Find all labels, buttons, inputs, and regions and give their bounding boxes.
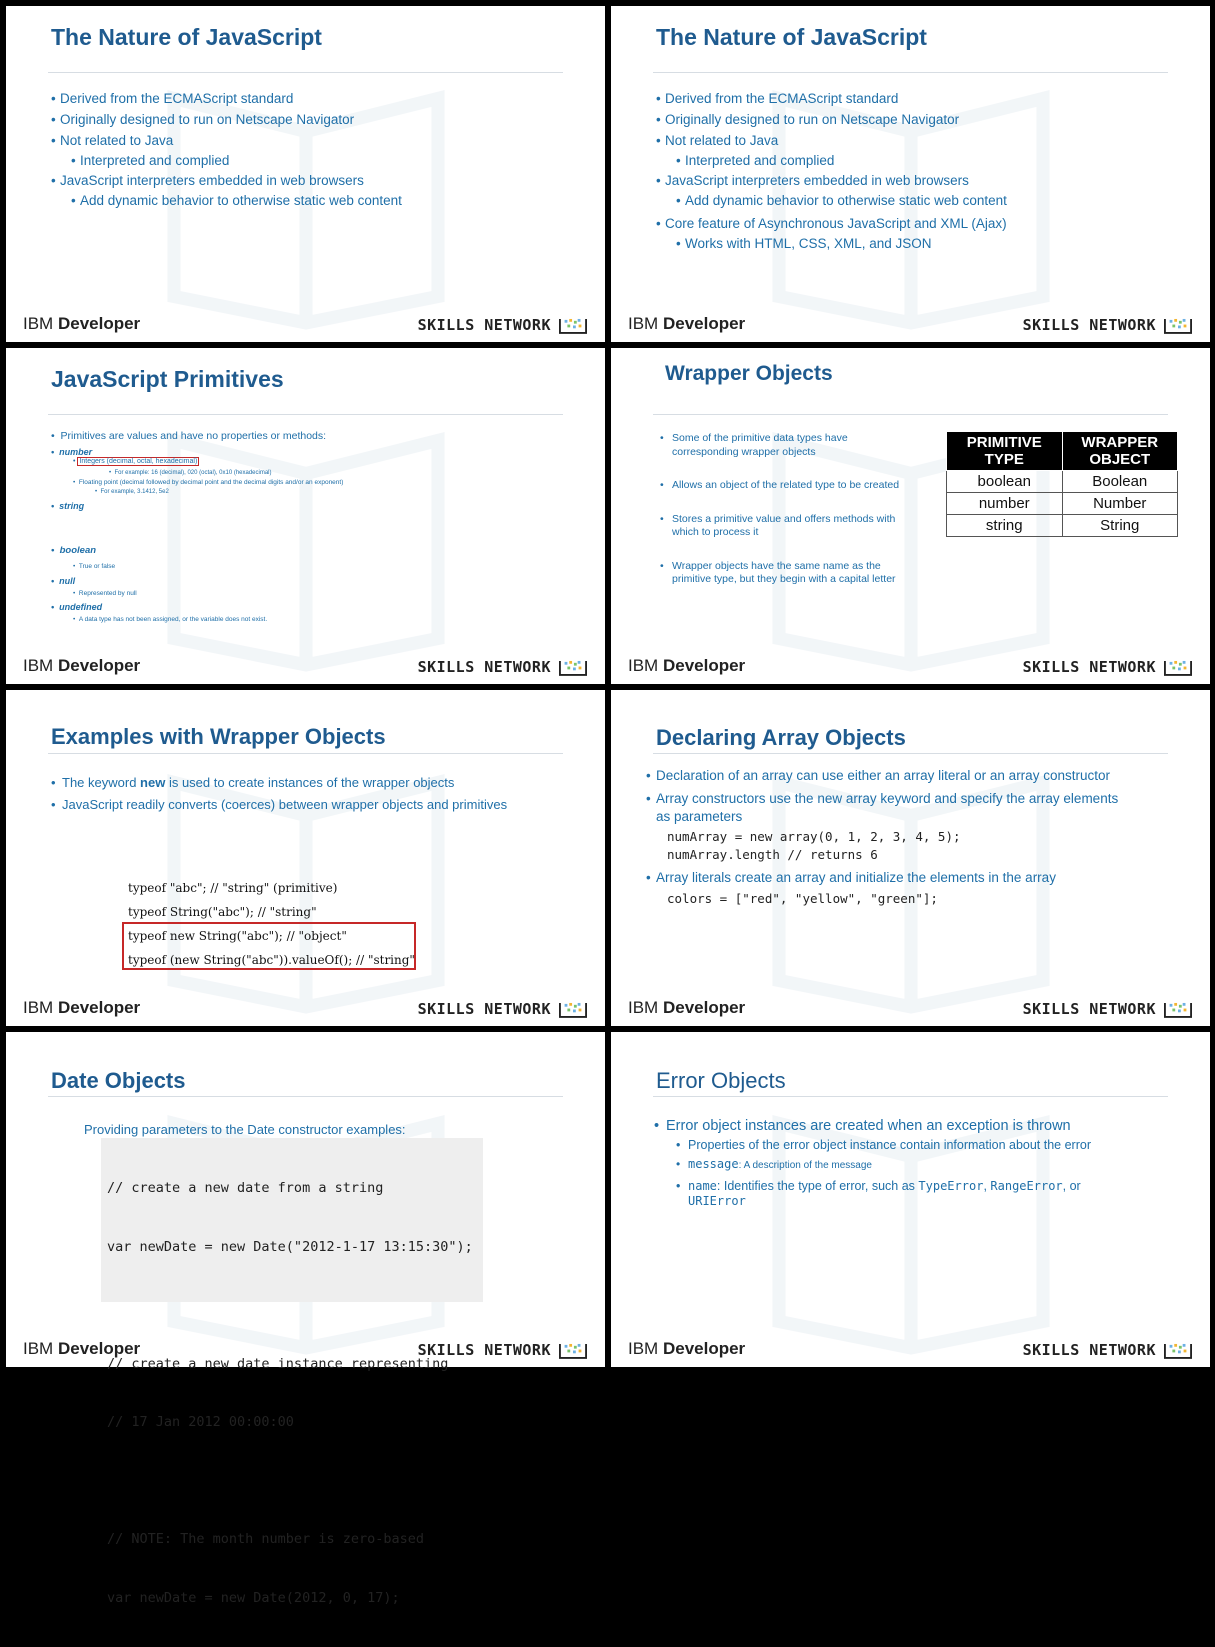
code-line: typeof (new String("abc")).valueOf(); // "string" xyxy=(128,953,415,967)
list-item: • Some of the primitive data types have corresponding wrapper objects xyxy=(660,432,910,459)
ibm-developer-logo: IBM Developer xyxy=(23,1339,141,1358)
book-icon xyxy=(559,317,587,334)
code-line: // NOTE: The month number is zero-based xyxy=(107,1531,424,1547)
code-line: // create a new date instance representing xyxy=(107,1355,449,1372)
book-icon xyxy=(1164,659,1192,676)
intro-text: Primitives are values and have no properties or methods: xyxy=(60,430,327,442)
name-property: name xyxy=(688,1179,717,1193)
skills-network-logo: SKILLS NETWORK xyxy=(418,658,587,676)
date-code xyxy=(107,1140,473,1647)
list-item: • JavaScript interpreters embedded in web browsers xyxy=(51,170,402,191)
code-line: var newDate = new Date(2012, 0, 17); xyxy=(107,1589,400,1606)
message-property: message xyxy=(688,1157,739,1171)
date-caption: Providing parameters to the Date constructor examples: xyxy=(84,1122,406,1137)
title-divider xyxy=(653,72,1168,73)
floating-example: For example, 3.1412, 5e2 xyxy=(100,489,169,495)
list-item: • Allows an object of the related type to be created xyxy=(660,479,910,493)
list-item: • The keyword new is used to create instances of the wrapper objects xyxy=(51,772,507,794)
slide-examples-wrapper-objects xyxy=(6,690,605,1026)
table-row: string String xyxy=(947,515,1178,537)
title-divider xyxy=(48,1096,563,1097)
list-item: • Error object instances are created when an exception is thrown xyxy=(654,1118,1071,1134)
table-header: WRAPPER OBJECT xyxy=(1062,432,1178,471)
code-line: colors = ["red", "yellow", "green"]; xyxy=(667,891,938,906)
typeof-examples-highlighted xyxy=(128,924,415,972)
title-divider xyxy=(48,72,563,73)
type-string: string xyxy=(59,501,85,511)
skills-network-logo: SKILLS NETWORK xyxy=(1023,1000,1192,1018)
list-item: • Core feature of Asynchronous JavaScript and XML (Ajax) xyxy=(656,213,1007,234)
book-icon xyxy=(559,659,587,676)
bullet-list xyxy=(51,772,507,816)
table-row: boolean Boolean xyxy=(947,471,1178,493)
list-item: • Add dynamic behavior to otherwise static web content xyxy=(676,191,1007,210)
book-icon xyxy=(1164,317,1192,334)
error-content xyxy=(654,1116,1154,1209)
slide-title: Wrapper Objects xyxy=(665,362,833,385)
integers-highlight: Integers (decimal, octal, hexadecimal) xyxy=(79,458,198,465)
list-item: • JavaScript interpreters embedded in web browsers xyxy=(656,170,1007,191)
bullet-list xyxy=(51,88,402,210)
ibm-developer-logo: IBM Developer xyxy=(628,314,746,333)
code-line: var newDate = new Date("2012-1-17 13:15:30"); xyxy=(107,1238,473,1255)
list-item: • Declaration of an array can use either an array literal or an array constructor xyxy=(646,768,1110,783)
list-item: • Interpreted and complied xyxy=(71,151,402,170)
bullet-list xyxy=(656,88,1007,253)
title-divider xyxy=(48,753,563,754)
code-line: typeof String("abc"); // "string" xyxy=(128,905,317,919)
slide-nature-of-javascript-2 xyxy=(611,6,1210,342)
slide-title: The Nature of JavaScript xyxy=(51,24,322,50)
list-item: • Works with HTML, CSS, XML, and JSON xyxy=(676,234,1007,253)
bullet-list xyxy=(660,432,910,587)
title-divider xyxy=(653,414,1168,415)
type-boolean: boolean xyxy=(59,545,97,556)
list-item: • Add dynamic behavior to otherwise static web content xyxy=(71,191,402,210)
list-item: • Not related to Java xyxy=(656,130,1007,151)
list-item: • Derived from the ECMAScript standard xyxy=(656,88,1007,109)
skills-network-logo: SKILLS NETWORK xyxy=(1023,316,1192,334)
wrapper-table xyxy=(946,431,1178,537)
code-line: typeof "abc"; // "string" (primitive) xyxy=(128,881,338,895)
skills-network-logo: SKILLS NETWORK xyxy=(1023,1341,1192,1359)
list-item: • Originally designed to run on Netscape Navigator xyxy=(656,109,1007,130)
code-line xyxy=(107,1296,473,1316)
skills-network-logo: SKILLS NETWORK xyxy=(418,1341,587,1359)
list-item: • Interpreted and complied xyxy=(676,151,1007,170)
slide-wrapper-objects xyxy=(611,348,1210,684)
list-item: • Wrapper objects have the same name as the primitive type, but they begin with a capital letter xyxy=(660,560,910,587)
slide-title: Examples with Wrapper Objects xyxy=(51,724,386,749)
ibm-developer-logo: IBM Developer xyxy=(23,998,141,1017)
slide-javascript-primitives: JavaScript Primitives • Primitives are values and have no properties or methods: • number • Integers (decimal, octal, hexadecimal) • For example: 16 (decimal), 020 (octal), 0x10 (hexadecimal) • Floating point (decimal followed by decimal point and the decimal digits and/or an exponent) • For example, 3.1412, 5e2 • string • boolean • True or false • null • Represented by null • undefined • A data type has not been assigned, or the variable does not exist. IBM Developer SKILLS NETWORK xyxy=(6,348,605,684)
book-watermark-icon xyxy=(141,373,471,673)
slide-nature-of-javascript-1 xyxy=(6,6,605,342)
slide-title: The Nature of JavaScript xyxy=(656,24,927,50)
skills-network-logo: SKILLS NETWORK xyxy=(418,316,587,334)
slide-date-objects xyxy=(6,1032,605,1606)
boolean-desc: True or false xyxy=(78,563,116,570)
list-item: • Not related to Java xyxy=(51,130,402,151)
code-line xyxy=(107,1472,473,1492)
undefined-desc: A data type has not been assigned, or the variable does not exist. xyxy=(78,616,268,623)
slide-title: Date Objects xyxy=(51,1068,186,1093)
book-icon xyxy=(1164,1342,1192,1359)
ibm-developer-logo: IBM Developer xyxy=(23,656,141,675)
code-line: numArray.length // returns 6 xyxy=(667,847,878,862)
slide-title: JavaScript Primitives xyxy=(51,366,284,392)
list-item: • Stores a primitive value and offers methods with which to process it xyxy=(660,513,910,540)
array-content xyxy=(646,767,1126,908)
book-icon xyxy=(559,1342,587,1359)
code-line: typeof new String("abc"); // "object" xyxy=(128,929,347,943)
slide-declaring-array-objects xyxy=(611,690,1210,1026)
book-icon xyxy=(559,1001,587,1018)
title-divider xyxy=(48,414,563,415)
type-number: number xyxy=(59,447,93,457)
skills-network-logo: SKILLS NETWORK xyxy=(1023,658,1192,676)
title-divider xyxy=(653,753,1168,754)
list-item: • Properties of the error object instance contain information about the error xyxy=(676,1138,1091,1152)
ibm-developer-logo: IBM Developer xyxy=(628,998,746,1017)
new-keyword: new xyxy=(140,775,166,790)
slide-title: Error Objects xyxy=(656,1068,786,1093)
table-row: number Number xyxy=(947,493,1178,515)
null-desc: Represented by null xyxy=(78,590,137,597)
type-null: null xyxy=(59,576,76,586)
typeof-examples xyxy=(128,876,337,924)
title-divider xyxy=(653,1096,1168,1097)
list-item: • Array literals create an array and initialize the elements in the array xyxy=(646,870,1056,885)
ibm-developer-logo: IBM Developer xyxy=(628,656,746,675)
slide-title: Declaring Array Objects xyxy=(656,725,906,750)
list-item: • Array constructors use the new array keyword and specify the array elements as parameters xyxy=(646,791,1119,824)
table-header: PRIMITIVE TYPE xyxy=(947,432,1063,471)
skills-network-logo: SKILLS NETWORK xyxy=(418,1000,587,1018)
list-item: • Originally designed to run on Netscape Navigator xyxy=(51,109,402,130)
type-undefined: undefined xyxy=(59,602,103,612)
list-item: • name: Identifies the type of error, such as TypeError, RangeError, or URIError xyxy=(676,1179,1081,1208)
code-line: numArray = new array(0, 1, 2, 3, 4, 5); xyxy=(667,829,961,844)
floating-point: Floating point (decimal followed by decimal point and the decimal digits and/or an exponent) xyxy=(78,479,344,486)
slide-error-objects xyxy=(611,1032,1210,1367)
ibm-developer-logo: IBM Developer xyxy=(628,1339,746,1358)
ibm-developer-logo: IBM Developer xyxy=(23,314,141,333)
code-line: // 17 Jan 2012 00:00:00 xyxy=(107,1414,294,1430)
list-item: • JavaScript readily converts (coerces) between wrapper objects and primitives xyxy=(51,794,507,816)
code-line: // create a new date from a string xyxy=(107,1180,384,1196)
list-item: • message: A description of the message xyxy=(676,1157,872,1171)
list-item: • Derived from the ECMAScript standard xyxy=(51,88,402,109)
book-icon xyxy=(1164,1001,1192,1018)
integers-example: For example: 16 (decimal), 020 (octal), 0x10 (hexadecimal) xyxy=(114,470,272,476)
